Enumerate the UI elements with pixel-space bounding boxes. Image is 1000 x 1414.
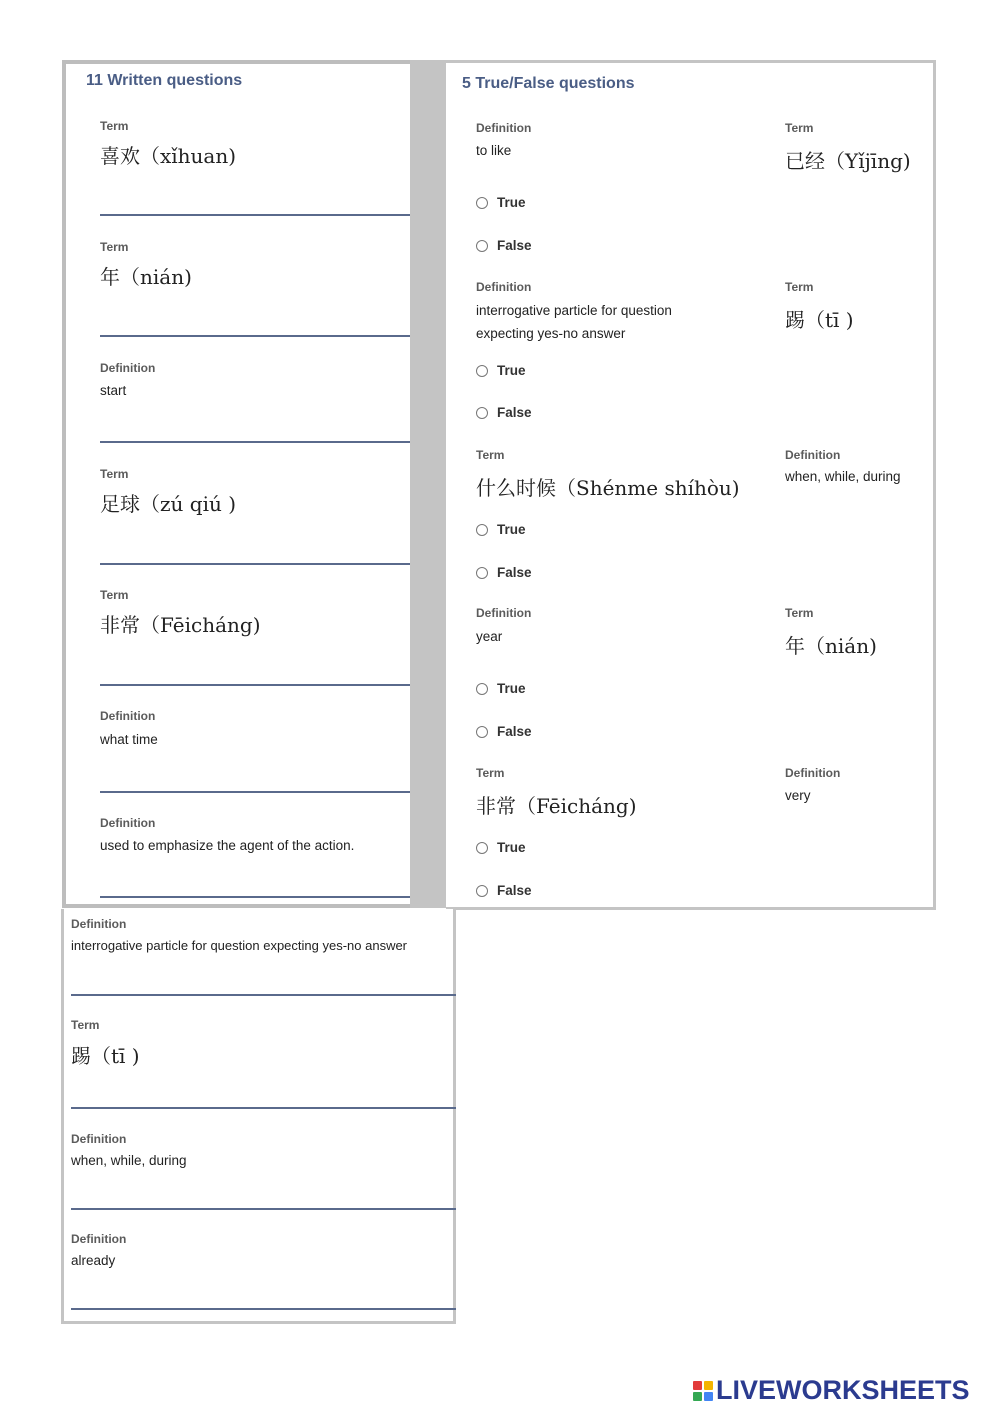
- answer-line[interactable]: [71, 1208, 456, 1210]
- true-option[interactable]: [476, 681, 526, 696]
- false-label: False: [497, 238, 532, 253]
- definition-text: interrogative particle for question expecting yes-no answer: [71, 938, 408, 953]
- logo-text: LIVEWORKSHEETS: [716, 1375, 970, 1405]
- right-label: Definition: [785, 448, 841, 462]
- left-label: Term: [476, 448, 505, 462]
- answer-line[interactable]: [100, 214, 416, 216]
- term-text: 什么时候（Shénme shíhòu): [476, 476, 740, 500]
- left-label: Definition: [476, 606, 532, 620]
- term-text: 年（nián): [785, 634, 877, 658]
- definition-text: start: [100, 383, 127, 398]
- item-label: Term: [100, 240, 129, 254]
- true-option[interactable]: [476, 195, 526, 210]
- term-text: 踢（tī ): [785, 308, 854, 332]
- written-questions-title: 11 Written questions: [86, 72, 243, 89]
- term-text: 非常（Fēicháng): [476, 794, 637, 818]
- answer-line[interactable]: [100, 441, 416, 443]
- radio-circle[interactable]: [476, 240, 488, 252]
- false-label: False: [497, 565, 532, 580]
- definition-text: interrogative particle for question expecting yes-no answer: [476, 303, 672, 341]
- true-label: True: [497, 363, 526, 378]
- radio-circle[interactable]: [476, 365, 488, 377]
- definition-text: already: [71, 1253, 116, 1268]
- radio-circle[interactable]: [476, 842, 488, 854]
- true-option[interactable]: [476, 522, 526, 537]
- logo-square: [704, 1381, 713, 1390]
- item-label: Definition: [100, 361, 156, 375]
- term-text: 非常（Fēicháng): [100, 613, 261, 637]
- left-label: Definition: [476, 121, 532, 135]
- written-questions-continued-panel: [61, 909, 456, 1324]
- term-text: 踢（tī ): [71, 1044, 140, 1068]
- item-label: Definition: [71, 1132, 127, 1146]
- true-false-title: 5 True/False questions: [462, 75, 635, 92]
- term-text: 足球（zú qiú ): [100, 492, 237, 516]
- right-label: Term: [785, 121, 814, 135]
- radio-circle[interactable]: [476, 683, 488, 695]
- radio-circle[interactable]: [476, 726, 488, 738]
- answer-line[interactable]: [71, 994, 456, 996]
- definition-text: when, while, during: [785, 469, 901, 484]
- answer-line[interactable]: [100, 791, 416, 793]
- answer-line[interactable]: [71, 1107, 456, 1109]
- item-label: Definition: [71, 917, 127, 931]
- term-text: 年（nián): [100, 265, 192, 289]
- definition-text: what time: [100, 732, 158, 747]
- radio-circle[interactable]: [476, 197, 488, 209]
- answer-line[interactable]: [100, 896, 416, 898]
- item-label: Term: [100, 467, 129, 481]
- false-option[interactable]: [476, 405, 532, 420]
- true-label: True: [497, 681, 526, 696]
- false-label: False: [497, 405, 532, 420]
- definition-text: when, while, during: [71, 1153, 187, 1168]
- true-label: True: [497, 522, 526, 537]
- item-label: Definition: [71, 1232, 127, 1246]
- written-questions-panel: [62, 60, 412, 908]
- false-label: False: [497, 883, 532, 898]
- false-label: False: [497, 724, 532, 739]
- answer-line[interactable]: [71, 1308, 456, 1310]
- false-option[interactable]: [476, 238, 532, 253]
- logo-mark-icon: [693, 1381, 713, 1401]
- right-label: Term: [785, 606, 814, 620]
- item-label: Definition: [100, 709, 156, 723]
- logo-square: [693, 1381, 702, 1390]
- left-label: Definition: [476, 280, 532, 294]
- right-label: Definition: [785, 766, 841, 780]
- panel-divider: [410, 60, 448, 908]
- radio-circle[interactable]: [476, 885, 488, 897]
- false-option[interactable]: [476, 724, 532, 739]
- radio-circle[interactable]: [476, 524, 488, 536]
- item-label: Term: [100, 119, 129, 133]
- logo-square: [704, 1392, 713, 1401]
- definition-text: to like: [476, 143, 512, 158]
- answer-line[interactable]: [100, 563, 416, 565]
- item-label: Term: [100, 588, 129, 602]
- true-false-panel: [446, 60, 936, 910]
- item-label: Definition: [100, 816, 156, 830]
- true-label: True: [497, 840, 526, 855]
- term-text: 已经（Yǐjīng): [785, 149, 911, 173]
- answer-line[interactable]: [100, 335, 416, 337]
- false-option[interactable]: [476, 565, 532, 580]
- item-label: Term: [71, 1018, 100, 1032]
- radio-circle[interactable]: [476, 567, 488, 579]
- term-text: 喜欢（xǐhuan): [100, 144, 237, 168]
- definition-text: year: [476, 629, 503, 644]
- definition-text: used to emphasize the agent of the action.: [100, 838, 355, 853]
- answer-line[interactable]: [100, 684, 416, 686]
- right-label: Term: [785, 280, 814, 294]
- radio-circle[interactable]: [476, 407, 488, 419]
- liveworksheets-logo: [693, 1375, 970, 1406]
- false-option[interactable]: [476, 883, 532, 898]
- true-label: True: [497, 195, 526, 210]
- logo-square: [693, 1392, 702, 1401]
- definition-text: very: [785, 788, 811, 803]
- left-label: Term: [476, 766, 505, 780]
- true-option[interactable]: [476, 363, 526, 378]
- true-option[interactable]: [476, 840, 526, 855]
